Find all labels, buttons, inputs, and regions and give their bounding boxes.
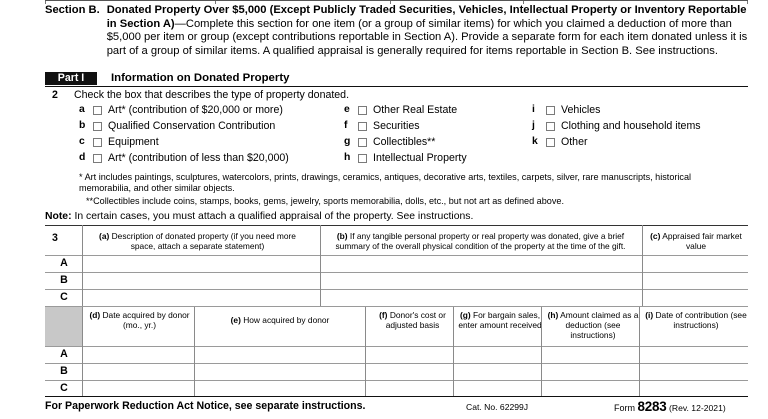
checkbox-label-a: Art* (contribution of $20,000 or more) — [108, 104, 283, 116]
header-cell-e — [200, 316, 360, 326]
part-1-title: Information on Donated Property — [111, 72, 290, 84]
checkbox-c[interactable] — [93, 138, 102, 147]
checkbox-label-i: Vehicles — [561, 104, 601, 116]
cell-3b-a[interactable] — [83, 274, 319, 289]
cell-b-g[interactable] — [454, 365, 540, 380]
cell-c-h[interactable] — [542, 382, 638, 396]
header-text-f: Donor's cost or adjusted basis — [385, 310, 446, 330]
checkbox-e[interactable] — [358, 106, 367, 115]
upper-row-c-rule — [45, 306, 748, 307]
cell-a-d[interactable] — [83, 348, 193, 363]
checkbox-column-1 — [79, 102, 339, 166]
cell-c-i[interactable] — [640, 382, 748, 396]
header-text-b: If any tangible personal property or real property was donated, give a brief summary of the overall physical condition of the property at the time of the gift. — [335, 231, 626, 251]
upper-row-letter-b: B — [60, 274, 68, 286]
cell-b-f[interactable] — [366, 365, 452, 380]
header-cell-f — [371, 311, 454, 331]
checkbox-i[interactable] — [546, 106, 555, 115]
checkbox-column-3 — [532, 102, 748, 150]
checkbox-letter-d: d — [79, 152, 86, 163]
upper-row-letter-c: C — [60, 291, 68, 303]
cell-a-h[interactable] — [542, 348, 638, 363]
checkbox-letter-e: e — [344, 104, 350, 115]
form-number: 8283 — [637, 399, 667, 414]
checkbox-row-c[interactable] — [79, 134, 339, 150]
checkbox-letter-a: a — [79, 104, 85, 115]
cell-b-e[interactable] — [195, 365, 364, 380]
note-text: In certain cases, you must attach a qualified appraisal of the property. See instructions. — [71, 211, 474, 222]
cell-3c-b[interactable] — [321, 291, 641, 306]
footer-rule — [45, 396, 748, 397]
checkbox-label-k: Other — [561, 136, 588, 148]
checkbox-label-e: Other Real Estate — [373, 104, 458, 116]
checkbox-row-f[interactable] — [344, 118, 529, 134]
paperwork-reduction-notice: For Paperwork Reduction Act Notice, see separate instructions. — [45, 400, 366, 412]
cell-3b-b[interactable] — [321, 274, 641, 289]
header-text-d: Date acquired by donor (mo., yr.) — [102, 310, 190, 330]
cell-a-g[interactable] — [454, 348, 540, 363]
checkbox-row-g[interactable] — [344, 134, 529, 150]
lower-row-letter-a: A — [60, 348, 68, 360]
checkbox-letter-h: h — [344, 152, 351, 163]
checkbox-letter-f: f — [344, 120, 348, 131]
checkbox-label-h: Intellectual Property — [373, 152, 467, 164]
section-b-heading — [45, 4, 748, 58]
header-text-c: Appraised fair market value — [662, 231, 742, 251]
checkbox-row-i[interactable] — [532, 102, 748, 118]
cell-c-d[interactable] — [83, 382, 193, 396]
section-b-body: —Complete this section for one item (or a group of similar items) for which you claimed a deduction of more than $5,000 per item or group (except contributions reportable in Section A). Provide a separate form for each item donated unless it is part of a group of similar items. A qualified appraisal is generally required for items reportable in Section B. See instructions. — [106, 17, 748, 57]
lower-row-a-rule — [45, 363, 748, 364]
checkbox-row-e[interactable] — [344, 102, 529, 118]
cell-3c-a[interactable] — [83, 291, 319, 306]
checkbox-column-2 — [344, 102, 529, 166]
form-identifier — [614, 400, 726, 415]
checkbox-letter-g: g — [344, 136, 351, 147]
checkbox-row-h[interactable] — [344, 150, 529, 166]
header-text-g: For bargain sales, enter amount received — [458, 310, 542, 330]
cell-3c-c[interactable] — [643, 291, 748, 306]
section-b-label: Section B. — [45, 4, 100, 16]
header-cell-c — [648, 232, 744, 252]
header-cell-h — [546, 311, 640, 340]
cell-c-f[interactable] — [366, 382, 452, 396]
header-key-b: (b) — [336, 231, 348, 241]
header-cell-b — [326, 232, 635, 252]
cell-b-h[interactable] — [542, 365, 638, 380]
header-cell-a — [86, 232, 309, 252]
cell-b-d[interactable] — [83, 365, 193, 380]
checkbox-label-f: Securities — [373, 120, 420, 132]
checkbox-row-j[interactable] — [532, 118, 748, 134]
lower-row-letter-b: B — [60, 365, 68, 377]
checkbox-label-c: Equipment — [108, 136, 159, 148]
checkbox-d[interactable] — [93, 154, 102, 163]
header-cell-i — [644, 311, 748, 331]
cell-a-f[interactable] — [366, 348, 452, 363]
upper-row-letter-a: A — [60, 257, 68, 269]
checkbox-k[interactable] — [546, 138, 555, 147]
cell-3a-c[interactable] — [643, 257, 748, 272]
checkbox-b[interactable] — [93, 122, 102, 131]
checkbox-row-d[interactable] — [79, 150, 339, 166]
note-appraisal — [45, 211, 745, 223]
header-text-h: Amount claimed as a deduction (see instructions) — [560, 310, 639, 340]
header-key-h: (h) — [547, 310, 559, 320]
checkbox-letter-j: j — [532, 120, 535, 131]
part-1-tag: Part I — [45, 72, 97, 85]
lower-row-letter-c: C — [60, 382, 68, 394]
cell-c-g[interactable] — [454, 382, 540, 396]
section-b-description — [107, 4, 748, 58]
cell-3a-b[interactable] — [321, 257, 641, 272]
part-1-bar — [45, 72, 748, 87]
checkbox-letter-i: i — [532, 104, 535, 115]
line-2-instruction: Check the box that describes the type of property donated. — [74, 89, 350, 101]
header-text-a: Description of donated property (if you need more space, attach a separate statement) — [111, 231, 296, 251]
checkbox-a[interactable] — [93, 106, 102, 115]
checkbox-f[interactable] — [358, 122, 367, 131]
header-key-g: (g) — [459, 310, 471, 320]
line-3-number: 3 — [52, 232, 58, 244]
checkbox-label-b: Qualified Conservation Contribution — [108, 120, 276, 132]
header-key-d: (d) — [89, 310, 101, 320]
footnote-art: * Art includes paintings, sculptures, watercolors, prints, drawings, ceramics, antiques, decorative arts, textiles, carpets, silver, rare manuscripts, historical memorabilia, and other similar objects. — [79, 172, 692, 193]
form-revision: (Rev. 12-2021) — [669, 403, 726, 413]
checkbox-label-g: Collectibles** — [373, 136, 436, 148]
checkbox-g[interactable] — [358, 138, 367, 147]
cell-3b-c[interactable] — [643, 274, 748, 289]
lower-row-b-rule — [45, 380, 748, 381]
cell-c-e[interactable] — [195, 382, 364, 396]
checkbox-letter-b: b — [79, 120, 86, 131]
top-edge-remnant — [45, 0, 748, 3]
form-prefix-label: Form — [614, 403, 635, 413]
checkbox-letter-k: k — [532, 136, 538, 147]
footnote-collectibles: **Collectibles include coins, stamps, books, gems, jewelry, sports memorabilia, dolls, etc., but not art as defined above. — [86, 196, 564, 206]
line-2-number: 2 — [52, 89, 58, 101]
note-label: Note: — [45, 211, 72, 222]
checkbox-row-a[interactable] — [79, 102, 339, 118]
header-key-c: (c) — [650, 231, 661, 241]
section-b-title: Donated Property Over $5,000 (Except Publicly Traded Securities, Vehicles, Intellectual Property or Inventory Reportable in Section A) — [106, 4, 747, 30]
checkbox-letter-c: c — [79, 136, 85, 147]
checkbox-row-k[interactable] — [532, 134, 748, 150]
checkbox-j[interactable] — [546, 122, 555, 131]
header-key-f: (f) — [379, 310, 388, 320]
cell-3a-a[interactable] — [83, 257, 319, 272]
header-cell-g — [458, 311, 542, 331]
header-key-i: (i) — [645, 310, 654, 320]
lower-table-gray-corner — [45, 307, 82, 346]
catalog-number: Cat. No. 62299J — [466, 402, 529, 412]
checkbox-row-b[interactable] — [79, 118, 339, 134]
header-text-i: Date of contribution (see instructions) — [655, 310, 747, 330]
cell-a-i[interactable] — [640, 348, 748, 363]
header-key-e: (e) — [230, 315, 241, 325]
cell-a-e[interactable] — [195, 348, 364, 363]
checkbox-label-d: Art* (contribution of less than $20,000) — [108, 152, 289, 164]
checkbox-label-j: Clothing and household items — [561, 120, 701, 132]
header-key-a: (a) — [99, 231, 110, 241]
header-text-e: How acquired by donor — [243, 315, 330, 325]
checkbox-h[interactable] — [358, 154, 367, 163]
lower-header-bottom-rule — [45, 346, 748, 347]
header-cell-d — [86, 311, 193, 331]
cell-b-i[interactable] — [640, 365, 748, 380]
